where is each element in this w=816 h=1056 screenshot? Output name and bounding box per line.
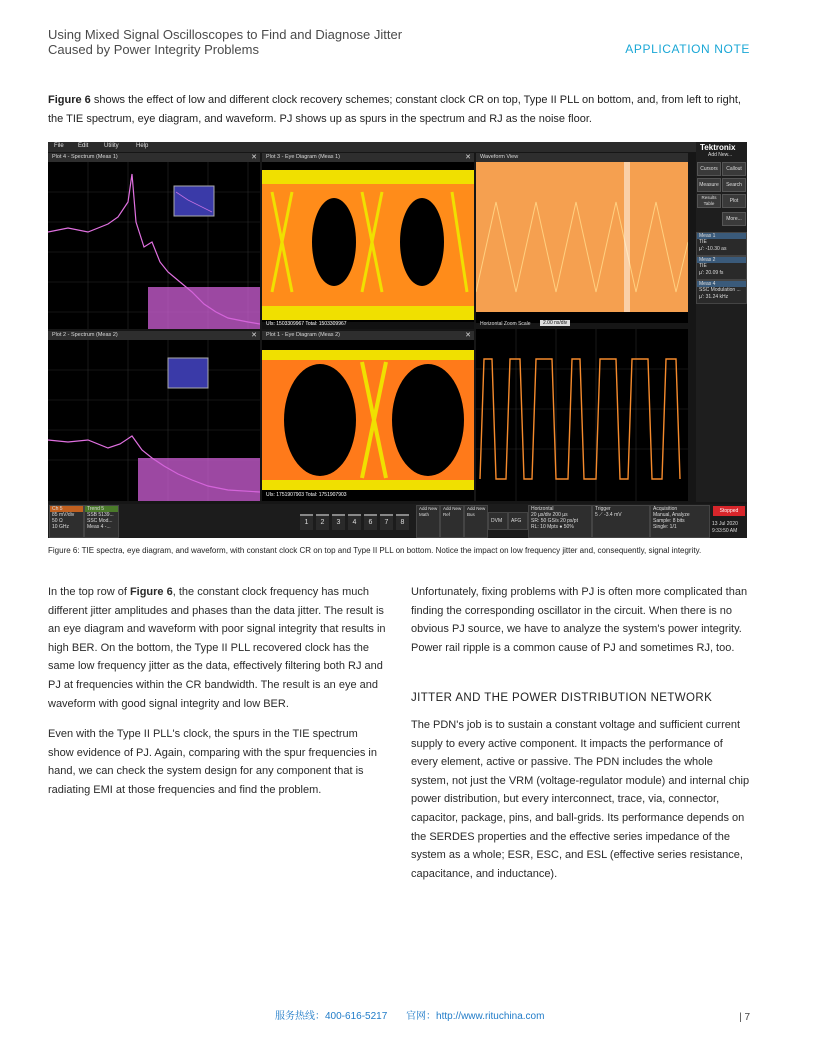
- scope-side-panel: [696, 142, 747, 502]
- figure-reference: Figure 6: [48, 94, 91, 106]
- add-new-bus-button[interactable]: [464, 505, 488, 538]
- meas2-value: µ': 20.09 fs: [699, 270, 724, 276]
- plot-button[interactable]: Plot: [722, 194, 746, 208]
- add-new-math-button[interactable]: [416, 505, 440, 538]
- plot3-eye-graph: [262, 162, 474, 329]
- waveform-view-graph: [476, 162, 688, 323]
- horizontal-sample-rate: SR: 50 GS/s 20 ps/pt: [531, 518, 578, 524]
- meas1-value: µ': -10.30 as: [699, 246, 727, 252]
- meas2-title: Meas 2: [697, 257, 746, 263]
- acquisition-badge[interactable]: [650, 505, 710, 538]
- left-p1-text-a: In the top row of: [48, 586, 130, 598]
- channel-6-button[interactable]: 6: [364, 514, 377, 530]
- horizontal-zoom-label: Horizontal Zoom Scale: [480, 321, 531, 327]
- waveform-zoom-panel: [476, 329, 688, 501]
- plot3-title: Plot 3 - Eye Diagram (Meas 1): [262, 153, 474, 162]
- ch5-title: Ch 5: [50, 506, 83, 512]
- acquisition-single: Single: 1/1: [653, 524, 677, 530]
- left-paragraph-2: Even with the Type II PLL's clock, the spurs in the TIE spectrum show evidence of PJ. Again, comparing with the spur frequencies in hand, we can check the system design for any component that is radiating EMI at those frequencies and find the problem.: [48, 728, 377, 796]
- run-stop-button[interactable]: Stopped: [713, 506, 745, 516]
- intro-paragraph: [48, 91, 754, 129]
- left-p1-figure-ref: Figure 6: [129, 586, 173, 598]
- waveform-view-panel: [476, 153, 688, 323]
- document-type-label: APPLICATION NOTE: [625, 42, 750, 56]
- section-heading: JITTER AND THE POWER DISTRIBUTION NETWORK: [411, 692, 713, 704]
- measure-button[interactable]: Measure: [697, 178, 721, 192]
- more-button[interactable]: More...: [722, 212, 746, 226]
- waveform-zoom-graph: [476, 329, 688, 501]
- waveform-title: Waveform View: [476, 153, 688, 162]
- left-p1-text-b: , the constant clock frequency has much different jitter amplitudes and phases than the data jitter. The result is an eye diagram and waveform with poor signal integrity that results in high BER. On the bottom, the Type II PLL recovered clock has the same low frequency jitter as the data, effectively filtering both RJ and PJ at frequencies within the CR bandwidth. The result is an eye and waveform with good signal integrity and low BER.: [48, 586, 386, 710]
- close-icon[interactable]: ✕: [465, 332, 471, 339]
- page-number: | 7: [739, 1012, 750, 1023]
- footer-hotline: 服务热线：400-616-5217: [275, 1011, 388, 1022]
- plot1-eye-panel: [262, 331, 474, 501]
- close-icon[interactable]: ✕: [251, 332, 257, 339]
- footer-contact: [275, 1007, 560, 1022]
- channel5-badge[interactable]: [49, 505, 84, 538]
- document-title: [48, 27, 402, 57]
- meas4-badge[interactable]: [696, 280, 747, 304]
- horizontal-scale: 20 µs/div 200 µs: [531, 512, 568, 518]
- afg-button[interactable]: [508, 512, 528, 530]
- plot2-spectrum-graph: [48, 340, 260, 501]
- trend5-line1: SSB 5139...: [87, 512, 114, 518]
- horizontal-zoom-value[interactable]: 2.00 ns/div: [540, 320, 570, 326]
- channel-4-button[interactable]: 4: [348, 514, 361, 530]
- meas1-title: Meas 1: [697, 233, 746, 239]
- footer-website[interactable]: 官网：http://www.rituchina.com: [406, 1011, 545, 1022]
- trend5-line2: SSC Mod...: [87, 518, 113, 524]
- left-column: [48, 583, 386, 812]
- callout-button[interactable]: Callout: [722, 162, 746, 176]
- ch5-scale: 85 mV/div: [52, 512, 75, 518]
- left-paragraph-1: [48, 583, 386, 713]
- meas4-name: SSC Modulation ...: [699, 287, 741, 293]
- document-title-line1: Using Mixed Signal Oscilloscopes to Find and Diagnose Jitter: [48, 27, 403, 42]
- channel-7-button[interactable]: 7: [380, 514, 393, 530]
- dvm-label: DVM: [491, 518, 503, 524]
- figure-caption: Figure 6: TIE spectra, eye diagram, and waveform, with constant clock CR on top and Type II PLL on bottom. Notice the impact on low frequency jitter and, consequently, signal integrity.: [48, 546, 702, 555]
- trigger-level: 5 ⟋ -3.4 mV: [595, 512, 622, 518]
- meas4-value: µ': 31.24 kHz: [699, 294, 729, 300]
- scope-time: 9:33:50 AM: [712, 528, 738, 534]
- horizontal-badge[interactable]: [528, 505, 592, 538]
- acquisition-sample: Sample: 8 bits: [653, 518, 685, 524]
- meas4-title: Meas 4: [697, 281, 746, 287]
- add-new-ref-button[interactable]: [440, 505, 464, 538]
- add-new-bus-label: Add New Bus: [467, 506, 486, 517]
- meas2-name: TIE: [699, 263, 707, 269]
- plot1-title: Plot 1 - Eye Diagram (Meas 2): [262, 331, 474, 340]
- channel-8-button[interactable]: 8: [396, 514, 409, 530]
- scope-date: 13 Jul 2020: [712, 521, 738, 527]
- brand-logo: Tektronix: [700, 143, 736, 152]
- plot4-title: Plot 4 - Spectrum (Meas 1): [48, 153, 260, 162]
- intro-text: shows the effect of low and different clock recovery schemes; constant clock CR on top, Type II PLL on bottom, and, from left to right, the TIE spectrum, eye diagram, and waveform. PJ shows up as spurs in the spectrum and RJ as the noise floor.: [48, 94, 741, 125]
- trend5-title: Trend 5: [85, 506, 118, 512]
- channel-1-button[interactable]: 1: [300, 514, 313, 530]
- menu-edit[interactable]: Edit: [78, 143, 89, 149]
- channel-2-button[interactable]: 2: [316, 514, 329, 530]
- right-paragraph-1: Unfortunately, fixing problems with PJ is often more complicated than finding the corresponding oscillator in the circuit. When there is no obvious PJ source, we have to analyze the system's power integrity. Power rail ripple is a common cause of PJ and sometimes RJ, too.: [411, 586, 748, 654]
- plot4-spectrum-graph: [48, 162, 260, 329]
- channel-3-button[interactable]: 3: [332, 514, 345, 530]
- horizontal-title: Horizontal: [531, 506, 554, 512]
- plot4-spectrum-panel: [48, 153, 260, 329]
- meas1-name: TIE: [699, 239, 707, 245]
- right-paragraph-2: The PDN's job is to sustain a constant voltage and sufficient current supply to every active component. It impacts the performance of every element, active or passive. The PDN includes the whole system, not just the VRM (voltage-regulator module) and internal chip power distribution, but every interconnect, trace, via, connector, capacitor, package, pins, and ball-grids. Its performance depends on the SERDES properties and the effective series impedance of the system as a whole; ESR, ESC, and ESL (effective series resistance, capacitance, and inductance).: [411, 719, 750, 880]
- plot3-ui-count: UIs: 1503309967 Total: 1503309967: [266, 321, 347, 327]
- cursors-button[interactable]: Cursors: [697, 162, 721, 176]
- menu-help[interactable]: Help: [136, 143, 149, 149]
- plot3-eye-panel: [262, 153, 474, 329]
- plot2-title: Plot 2 - Spectrum (Meas 2): [48, 331, 260, 340]
- plot1-ui-count: UIs: 1751907903 Total: 1751907903: [266, 492, 347, 498]
- close-icon[interactable]: ✕: [465, 154, 471, 161]
- menu-utility[interactable]: Utility: [104, 143, 119, 149]
- scope-menubar: [48, 142, 696, 152]
- search-button[interactable]: Search: [722, 178, 746, 192]
- plot2-spectrum-panel: [48, 331, 260, 501]
- trigger-title: Trigger: [595, 506, 611, 512]
- afg-label: AFG: [511, 518, 522, 524]
- acquisition-title: Acquisition: [653, 506, 678, 512]
- add-new-label: Add New...: [708, 152, 733, 158]
- ch5-impedance: 50 Ω: [52, 518, 63, 524]
- acquisition-mode: Manual, Analyze: [653, 512, 690, 518]
- close-icon[interactable]: ✕: [251, 154, 257, 161]
- menu-file[interactable]: File: [54, 143, 64, 149]
- add-new-math-label: Add New Math: [419, 506, 438, 517]
- document-title-line2: Caused by Power Integrity Problems: [48, 42, 259, 57]
- right-column-top: [411, 583, 751, 669]
- add-new-ref-label: Add New Ref: [443, 506, 462, 517]
- results-table-button[interactable]: Results Table: [697, 194, 721, 208]
- trend5-line3: Meas 4 -...: [87, 524, 111, 530]
- right-column-bottom: [411, 716, 751, 895]
- trend5-badge[interactable]: [84, 505, 119, 538]
- trigger-badge[interactable]: [592, 505, 650, 538]
- dvm-button[interactable]: [488, 512, 508, 530]
- plot1-eye-graph: [262, 340, 474, 501]
- oscilloscope-screenshot: [48, 142, 747, 538]
- ch5-bandwidth: 10 GHz: [52, 524, 69, 530]
- meas1-badge[interactable]: [696, 232, 747, 256]
- meas2-badge[interactable]: [696, 256, 747, 280]
- horizontal-record-length: RL: 10 Mpts ● 50%: [531, 524, 574, 530]
